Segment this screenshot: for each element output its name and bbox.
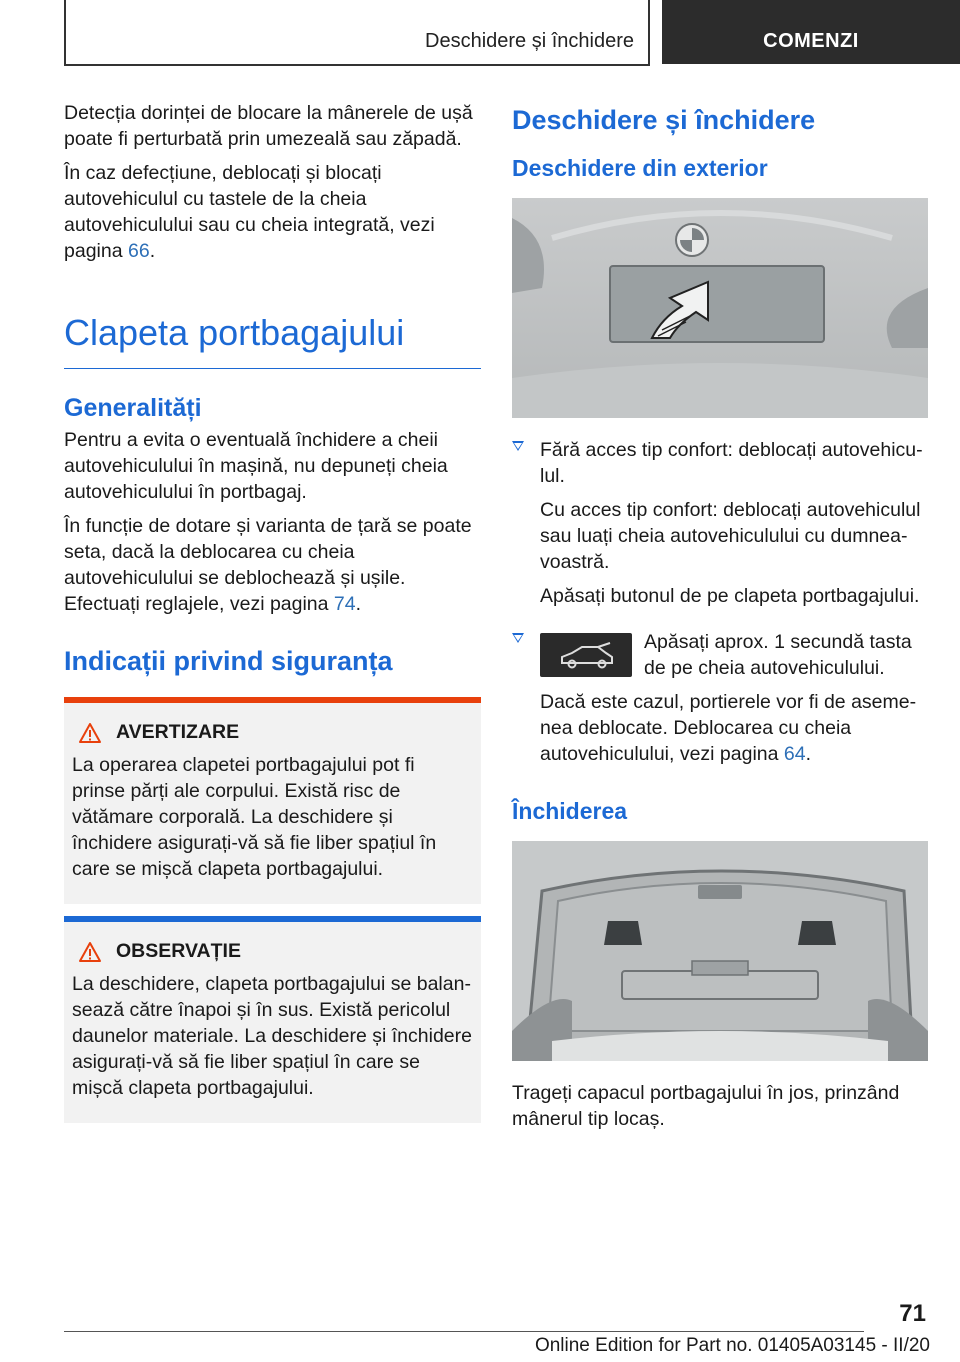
item2-press-key: Apăsați aprox. 1 secundă tasta de pe cheia autovehiculului. [644, 631, 912, 679]
item1-no-comfort: Fără acces tip confort: deblocați autovehiculul. [540, 439, 923, 487]
warning-text: La operarea clapetei portbagajului pot fi prinse părți ale corpului. Există risc de vătămare corporală. La deschidere și închidere asigurați-vă să fie liber spațiul în care se mișcă clapeta portbagajului. [72, 754, 437, 880]
header-section-tab [64, 0, 650, 66]
paragraph-general-2 [64, 513, 481, 617]
warning-box [64, 697, 481, 904]
warning-title: AVERTIZARE [116, 721, 240, 743]
header-chapter-tab [662, 0, 960, 64]
paragraph-general-2-text: În funcție de dotare și varianta de țară se poate seta, dacă la deblocarea cu cheia autovehiculului se deblochează și ușile. Efectuați reglajele, vezi pagina [64, 515, 472, 615]
trunk-interior-illustration [512, 841, 928, 1066]
paragraph-defect-text: În caz defecțiune, deblocați și blocați autovehiculul cu tastele de la cheia autovehiculului sau cu cheia integrată, vezi pagina [64, 162, 435, 262]
paragraph-closing: Trageți capacul portbagajului în jos, prinzând mânerul tip locaș. [512, 1082, 900, 1130]
paragraph-general-2-end: . [355, 593, 362, 615]
page-link-74[interactable]: 74 [333, 593, 356, 615]
paragraph-general-1: Pentru a evita o eventuală închidere a cheii autovehiculului în mașină, nu depuneți cheia autovehiculului în portbagaj. [64, 429, 448, 503]
heading-general: Generalități [64, 394, 202, 422]
paragraph-defect-end: . [149, 240, 156, 262]
footer-edition: Online Edition for Part no. 01405A03145 - II/20 [534, 1335, 930, 1356]
paragraph-defect [64, 160, 481, 264]
item2-doors-text: Dacă este cazul, portierele vor fi de asemenea deblocate. Deblocarea cu cheia autovehiculului, vezi pagina [540, 691, 917, 765]
warning-header [72, 721, 473, 744]
page-link-66[interactable]: 66 [127, 240, 150, 262]
trunk-exterior-illustration [512, 198, 928, 423]
page-link-64[interactable]: 64 [783, 743, 806, 765]
header-section-title: Deschidere și închidere [425, 30, 634, 52]
heading-safety: Indicații privind siguranța [64, 646, 393, 676]
notice-header [72, 940, 473, 963]
paragraph-lock-detection: Detecția dorinței de blocare la mânerele de ușă poate fi perturbată prin umezeală sau zăpadă. [64, 102, 473, 150]
footer-divider [64, 1331, 864, 1332]
warning-triangle-icon [78, 722, 102, 744]
item2-doors-unlocked [540, 689, 928, 767]
page-number: 71 [899, 1300, 926, 1327]
heading-closing: Închiderea [512, 798, 628, 824]
notice-box [64, 916, 481, 1123]
notice-text: La deschidere, clapeta portbagajului se balansează către înapoi și în sus. Există pericolul daunelor materiale. La deschidere și închidere asigurați-vă să fie liber spațiul în care se mișcă clapeta portbagajului. [72, 973, 472, 1099]
right-column [512, 100, 928, 1140]
triangle-bullet-icon [512, 633, 524, 643]
heading-open-outside: Deschidere din exterior [512, 155, 768, 181]
section-title-trunk-lid: Clapeta portbagajului [64, 312, 405, 353]
notice-title: OBSERVAȚIE [116, 940, 241, 962]
left-column [64, 100, 481, 1123]
item2-doors-end: . [805, 743, 812, 765]
notice-triangle-icon [78, 941, 102, 963]
item1-comfort: Cu acces tip confort: deblocați autovehiculul sau luați cheia autovehiculului cu dumneavoastră. [540, 499, 921, 573]
item1-press-button: Apăsați butonul de pe clapeta portbagajului. [540, 585, 920, 607]
list-item-comfort-access [512, 437, 928, 609]
heading-open-close: Deschidere și închidere [512, 105, 816, 135]
list-item-key-button [512, 629, 928, 767]
triangle-bullet-icon [512, 441, 524, 451]
key-trunk-button-icon [540, 633, 632, 677]
header-chapter-title: COMENZI [763, 30, 859, 52]
